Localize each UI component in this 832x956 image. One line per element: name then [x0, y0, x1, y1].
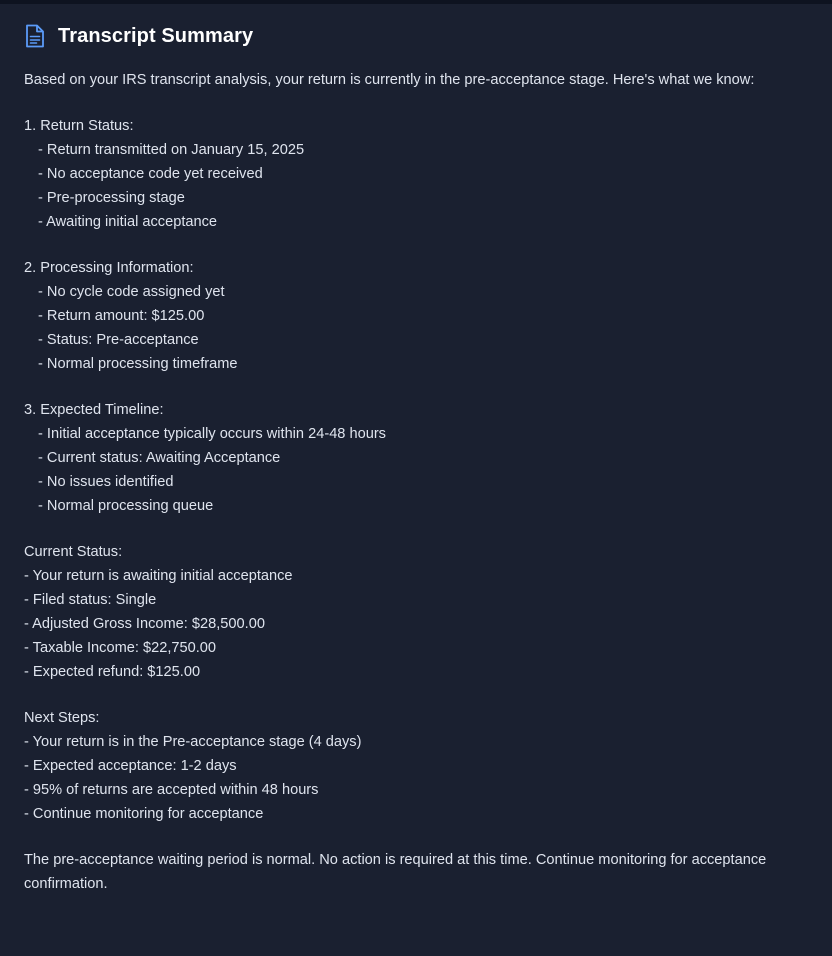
section-return-status	[24, 114, 808, 234]
section-heading: Current Status:	[24, 544, 123, 560]
section-heading: Next Steps:	[24, 710, 100, 726]
list-item: - Return transmitted on January 15, 2025	[38, 142, 305, 158]
section-processing-information	[24, 256, 808, 376]
section-current-status	[24, 540, 808, 684]
list-item: - Continue monitoring for acceptance	[24, 806, 264, 822]
panel-header	[24, 24, 808, 48]
list-item: - Expected refund: $125.00	[24, 664, 201, 680]
section-expected-timeline	[24, 398, 808, 518]
section-heading: 1. Return Status:	[24, 118, 134, 134]
list-item: - Your return is awaiting initial acceptance	[24, 568, 293, 584]
document-text-icon	[24, 24, 46, 48]
list-item: - Initial acceptance typically occurs within 24-48 hours	[38, 426, 386, 442]
section-heading: 2. Processing Information:	[24, 260, 194, 276]
list-item: - No acceptance code yet received	[38, 166, 263, 182]
list-item: - Filed status: Single	[24, 592, 157, 608]
closing-paragraph: The pre-acceptance waiting period is normal. No action is required at this time. Continue monitoring for acceptance confirmation.	[24, 852, 767, 892]
list-item: - 95% of returns are accepted within 48 hours	[24, 782, 319, 798]
list-item: - Your return is in the Pre-acceptance stage (4 days)	[24, 734, 362, 750]
list-item: - Pre-processing stage	[38, 190, 185, 206]
section-bullets	[24, 730, 808, 826]
list-item: - Taxable Income: $22,750.00	[24, 640, 217, 656]
section-bullets	[24, 564, 808, 684]
list-item: - Awaiting initial acceptance	[38, 214, 218, 230]
section-bullets	[24, 422, 808, 518]
intro-paragraph: Based on your IRS transcript analysis, your return is currently in the pre-acceptance stage. Here's what we know:	[24, 72, 755, 88]
list-item: - Expected acceptance: 1-2 days	[24, 758, 237, 774]
section-heading: 3. Expected Timeline:	[24, 402, 164, 418]
list-item: - No cycle code assigned yet	[38, 284, 225, 300]
list-item: - Return amount: $125.00	[38, 308, 205, 324]
list-item: - Adjusted Gross Income: $28,500.00	[24, 616, 265, 632]
transcript-summary-panel	[0, 4, 832, 956]
list-item: - Normal processing queue	[38, 498, 214, 514]
section-bullets	[24, 138, 808, 234]
section-bullets	[24, 280, 808, 376]
page-title: Transcript Summary	[58, 24, 254, 47]
list-item: - Status: Pre-acceptance	[38, 332, 199, 348]
list-item: - Normal processing timeframe	[38, 356, 238, 372]
list-item: - Current status: Awaiting Acceptance	[38, 450, 281, 466]
section-next-steps	[24, 706, 808, 826]
list-item: - No issues identified	[38, 474, 174, 490]
